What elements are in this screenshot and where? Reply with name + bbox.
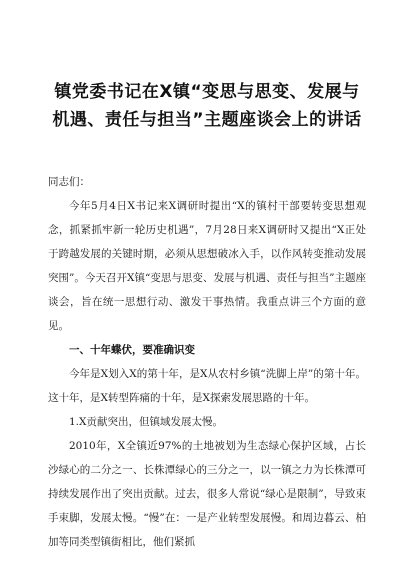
- section-1-heading: 一、十年蝶伏，要准确识变: [69, 344, 195, 356]
- title-line-1: 镇党委书记在X镇“变思与思变、发展与: [54, 82, 360, 102]
- intro-paragraph: 今年5月4日X书记来X调研时提出“X的镇村干部要转变思想观念，抓紧抓牢新一轮历史机遇”，7月28日来X调研时又提出“X正处于跨越发展的关键时期，必须从思想破冰入手，以作风转变推动发展突围”。今天召开X镇“变思与思变、发展与机遇、责任与担当”主题座谈会，旨在统一思想行动、激发干事热情。我重点讲三个方面的意见。: [48, 200, 366, 332]
- document-title: [48, 78, 366, 134]
- subsection-1-paragraph: 2010年，X全镇近97%的土地被划为生态绿心保护区域，占长沙绿心的二分之一、长株潭绿心的三分之一，以一镇之力为长株潭可持续发展作出了突出贡献。过去，很多人常说“绿心是限制”，导致束手束脚，发展太慢。“慢”在：一是产业转型发展慢。和周边暮云、柏加等同类型镇街相比，他们紧抓: [48, 440, 366, 548]
- salutation: 同志们：: [48, 176, 90, 188]
- section-1-paragraph: 今年是X划入X的第十年，是X从农村乡镇“洗脚上岸”的第十年。这十年，是X转型阵痛的十年，是X探索发展思路的十年。: [48, 368, 366, 404]
- title-line-2: 机遇、责任与担当”主题座谈会上的讲话: [52, 110, 362, 130]
- subsection-1-heading: 1.X贡献突出，但镇域发展太慢。: [69, 416, 223, 428]
